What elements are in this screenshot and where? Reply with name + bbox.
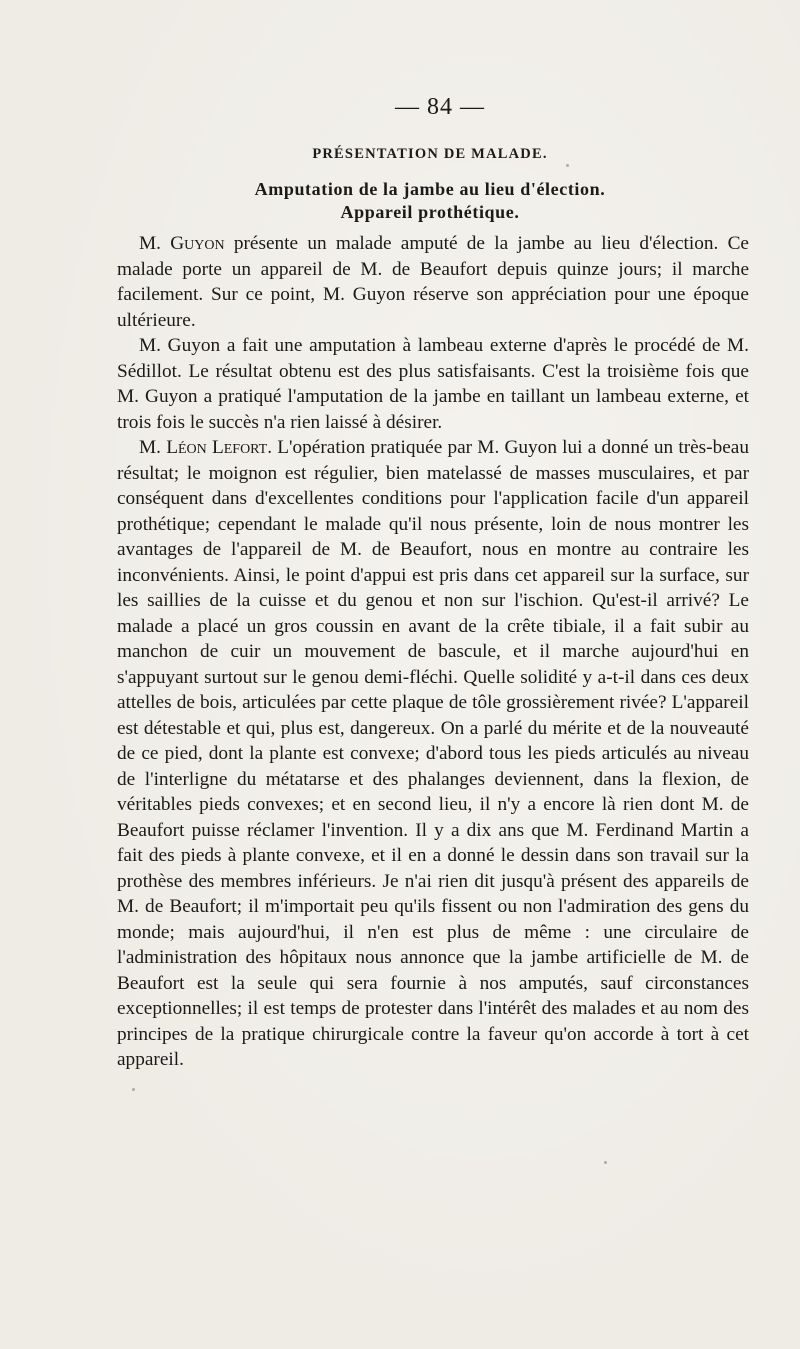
section-heading: PRÉSENTATION DE MALADE. (312, 146, 548, 162)
speaker-name: Guyon (170, 233, 225, 254)
body-text (117, 231, 749, 1073)
article-title-line-2: Appareil prothétique. (340, 202, 520, 222)
paragraph-text: M. Guyon a fait une amputation à lambeau externe d'après le procédé de M. Sédillot. Le résultat obtenu est des plus satisfaisants. C'est la troisième fois que M. Guyon a pratiqué l'amputation de la jambe en taillant un lambeau externe, et trois fois le succès n'a rien laissé à désirer. (117, 335, 749, 433)
speaker-name: Léon Lefort. (166, 437, 273, 458)
page-number: — 84 — (395, 94, 485, 120)
paragraph-2 (117, 333, 749, 435)
article-title (0, 178, 800, 224)
paper-speck (132, 1088, 135, 1091)
paragraph-text: L'opération pratiquée par M. Guyon lui a donné un très-beau résultat; le moignon est régulier, bien matelassé de masses musculaires, et par conséquent dans d'excellentes conditions pour l'application facile d'un appareil prothétique; cependant le malade qu'il nous présente, loin de nous montrer les avantages de l'appareil de M. de Beaufort, nous en montre au contraire les inconvénients. Ainsi, le point d'appui est pris dans cet appareil sur la surface, sur les saillies de la cuisse et du genou et non sur l'ischion. Qu'est-il arrivé? Le malade a placé un gros coussin en avant de la crête tibiale, il a fait subir au manchon de cuir un mouvement de bascule, et il marche aujourd'hui en s'appuyant surtout sur le genou demi-fléchi. Quelle solidité y a-t-il dans ces deux attelles de bois, articulées par cette plaque de tôle grossièrement rivée? L'appareil est détestable et qui, plus est, dangereux. On a parlé du mérite et de la nouveauté de ce pied, dont la plante est convexe; d'abord tous les pieds articulés au niveau de l'interligne du métatarse et des phalanges deviennent, dans la flexion, de véritables pieds convexes; et en second lieu, il n'y a encore là rien dont M. de Beaufort puisse réclamer l'invention. Il y a dix ans que M. Ferdinand Martin a fait des pieds à plante convexe, et il en a donné le dessin dans son travail sur la prothèse des membres inférieurs. Je n'ai rien dit jusqu'à présent des appareils de M. de Beaufort; il m'importait peu qu'ils fissent ou non l'admiration des gens du monde; mais aujourd'hui, il n'en est plus de même : une circulaire de l'administration des hôpitaux nous annonce que la jambe artificielle de M. de Beaufort est la seule qui sera fournie à nos amputés, sauf circonstances exceptionnelles; il est temps de protester dans l'intérêt des malades et au nom des principes de la pratique chirurgicale contre la faveur qu'on accorde à tort à cet appareil. (117, 437, 749, 1070)
article-title-line-1: Amputation de la jambe au lieu d'élection. (254, 179, 606, 199)
paragraph-3 (117, 435, 749, 1073)
paper-speck (566, 164, 569, 167)
speaker-prefix: M. (139, 233, 171, 254)
paragraph-text: présente un malade amputé de la jambe au lieu d'élection. Ce malade porte un appareil de M. de Beaufort depuis quinze jours; il marche facilement. Sur ce point, M. Guyon réserve son appréciation pour une époque ultérieure. (117, 233, 749, 331)
speaker-prefix: M. (139, 437, 167, 458)
paragraph-1 (117, 231, 749, 333)
paper-speck (604, 1161, 607, 1164)
